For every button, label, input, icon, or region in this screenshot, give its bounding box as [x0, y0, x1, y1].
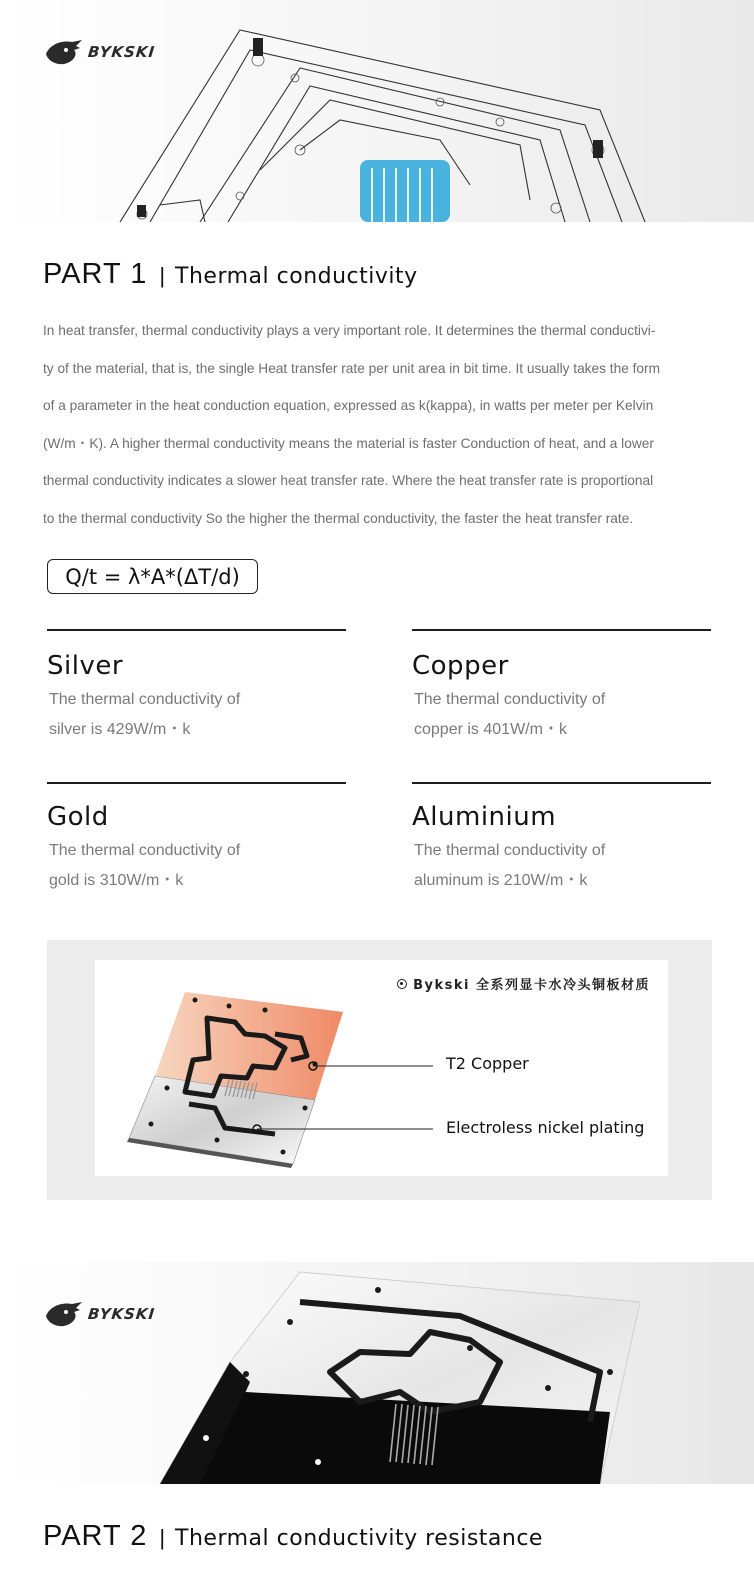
metal-description — [47, 836, 347, 896]
brand-logo-text: BYKSKI — [87, 1305, 157, 1323]
metal-description-line: silver is 429W/m・k — [49, 721, 191, 738]
metal-name: Silver — [47, 651, 124, 681]
metal-description — [47, 685, 347, 745]
part2-separator: | — [159, 1525, 166, 1550]
waterblock-wireframe-illustration — [0, 0, 754, 222]
dragon-head-icon — [44, 38, 84, 66]
divider — [47, 629, 346, 631]
callout-t2-copper: T2 Copper — [446, 1054, 529, 1073]
part1-separator: | — [159, 263, 166, 288]
callout-nickel-plating: Electroless nickel plating — [446, 1118, 645, 1137]
divider — [47, 782, 346, 784]
metal-card-aluminium — [412, 782, 712, 896]
paragraph-line: to the thermal conductivity So the higher the thermal conductivity, the faster the heat transfer rate. — [43, 510, 634, 526]
part1-heading — [43, 258, 418, 291]
metal-card-copper — [412, 629, 712, 745]
paragraph-line: In heat transfer, thermal conductivity plays a very important role. It determines the thermal conductivi- — [43, 323, 656, 338]
part2-number: PART 2 — [43, 1520, 148, 1552]
metal-name: Aluminium — [412, 802, 557, 832]
paragraph-line: ty of the material, that is, the single Heat transfer rate per unit area in bit time. It usually takes the form — [43, 360, 660, 376]
part1-title: Thermal conductivity — [175, 264, 418, 289]
paragraph-line: (W/m・K). A higher thermal conductivity means the material is faster Conduction of heat, and a lower — [43, 435, 654, 451]
brand-logo-text: BYKSKI — [87, 43, 157, 61]
callout-lines — [95, 960, 668, 1176]
hero-banner-bottom — [0, 1262, 754, 1484]
hero-banner-top — [0, 0, 754, 222]
brand-logo — [44, 38, 155, 66]
metal-card-gold — [47, 782, 347, 896]
heatsink-fins-highlight — [360, 160, 450, 222]
metal-name: Gold — [47, 802, 109, 832]
metal-name: Copper — [412, 651, 509, 681]
metal-description — [412, 685, 712, 745]
metal-description-line: aluminum is 210W/m・k — [414, 872, 588, 889]
thermal-conductivity-paragraph — [43, 312, 715, 537]
heat-transfer-formula: Q/t = λ*A*(ΔT/d) — [47, 559, 258, 594]
material-panel-heading-text: Bykski 全系列显卡水冷头铜板材质 — [413, 978, 650, 993]
nickel-waterblock-illustration — [0, 1262, 754, 1484]
brand-logo — [44, 1300, 155, 1328]
metal-description-line: gold is 310W/m・k — [49, 872, 184, 889]
metal-description — [412, 836, 712, 896]
metal-description-line: copper is 401W/m・k — [414, 721, 567, 738]
metal-description-line: The thermal conductivity of — [414, 691, 606, 708]
material-card — [95, 960, 668, 1176]
metal-description-line: The thermal conductivity of — [49, 691, 241, 708]
divider — [412, 629, 711, 631]
paragraph-line: of a parameter in the heat conduction equation, expressed as k(kappa), in watts per meter per Kelvin — [43, 398, 654, 413]
dragon-head-icon — [44, 1300, 84, 1328]
part1-number: PART 1 — [43, 258, 148, 290]
material-panel — [47, 940, 712, 1200]
metal-description-line: The thermal conductivity of — [414, 842, 606, 859]
part2-heading — [43, 1520, 543, 1553]
metal-card-silver — [47, 629, 347, 745]
paragraph-line: thermal conductivity indicates a slower heat transfer rate. Where the heat transfer rate is proportional — [43, 473, 654, 488]
part2-title: Thermal conductivity resistance — [175, 1526, 543, 1551]
metal-description-line: The thermal conductivity of — [49, 842, 241, 859]
divider — [412, 782, 711, 784]
